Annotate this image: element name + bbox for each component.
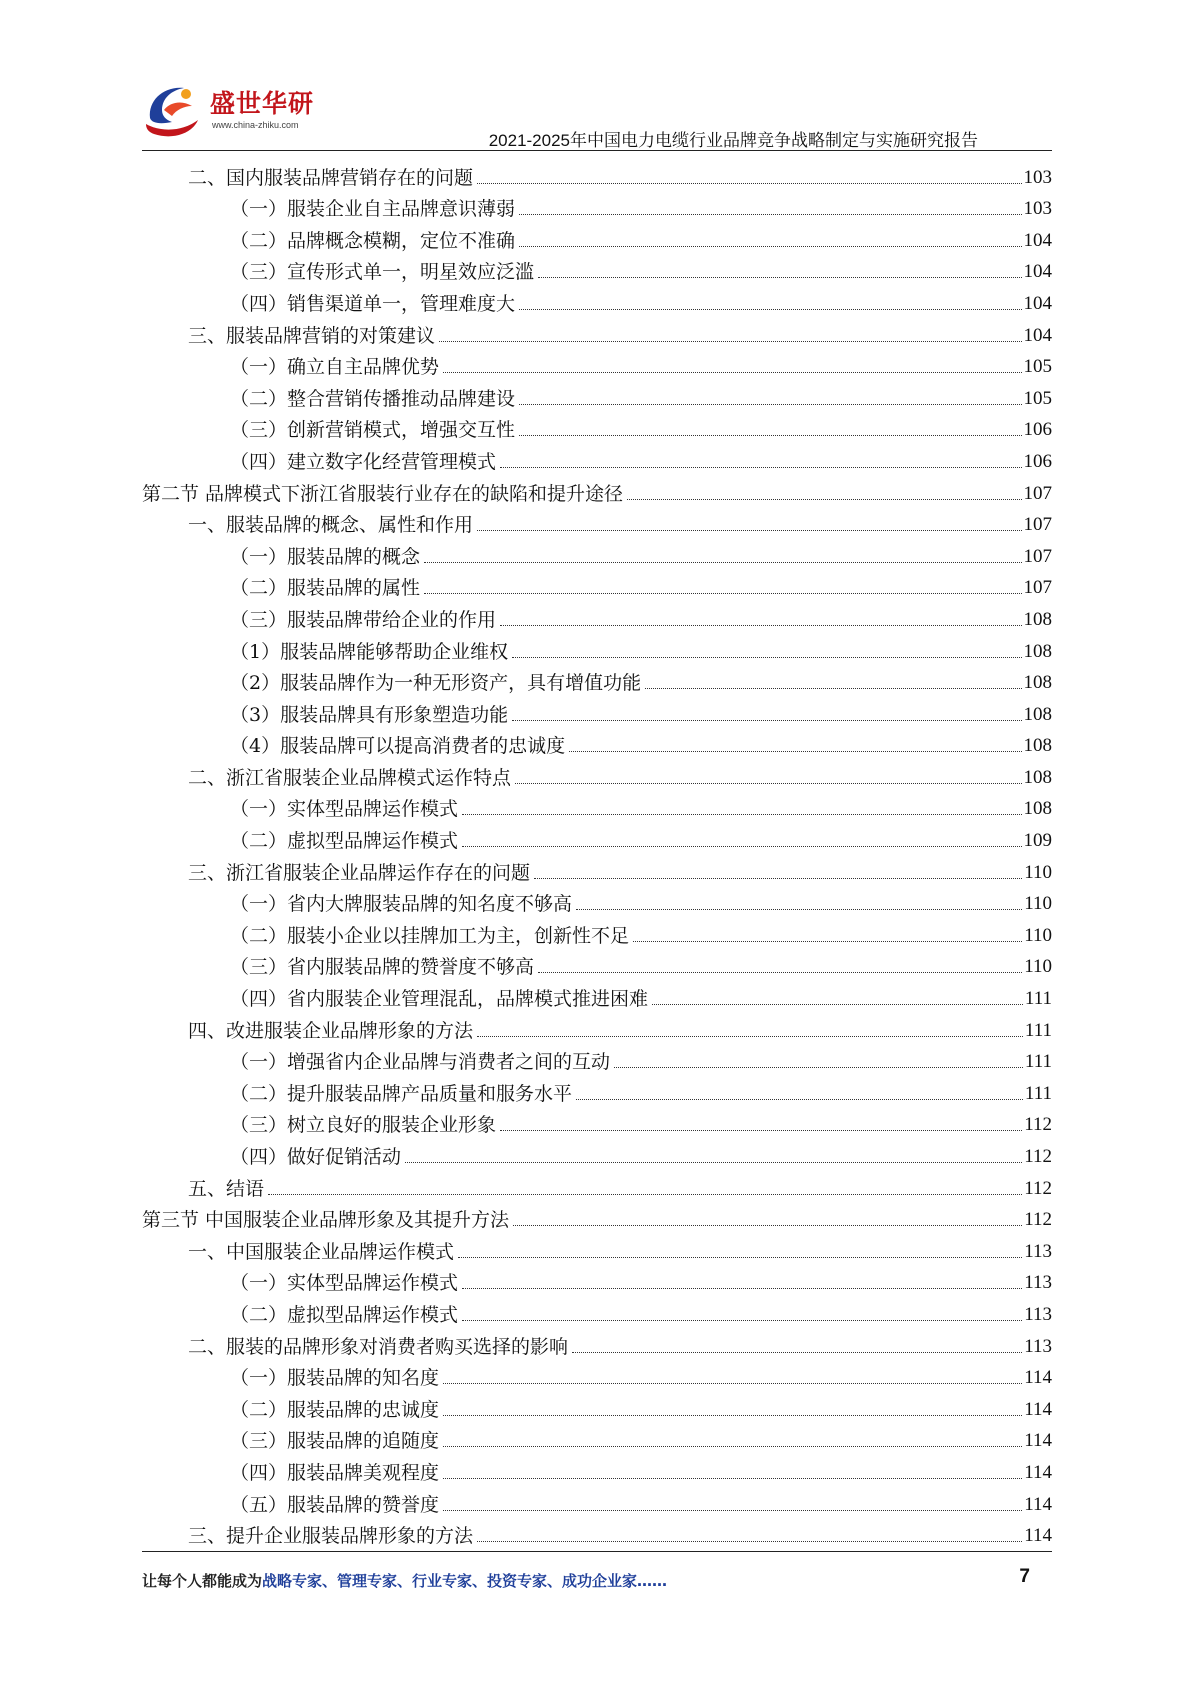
toc-entry-title: （二）整合营销传播推动品牌建设 [230, 387, 516, 410]
toc-entry-page: 107 [1023, 482, 1052, 504]
toc-entry-title: （二）服装品牌的忠诚度 [230, 1398, 440, 1421]
toc-entry-title: 一、中国服装企业品牌运作模式 [188, 1240, 455, 1263]
toc-entry-title: （一）服装企业自主品牌意识薄弱 [230, 198, 516, 221]
toc-entry-page: 107 [1023, 577, 1052, 599]
toc-entry[interactable] [142, 758, 1052, 790]
toc-entry-title: （三）创新营销模式，增强交互性 [230, 419, 516, 442]
toc-leader-dots [443, 1478, 1022, 1479]
document-title: 2021-2025年中国电力电缆行业品牌竞争战略制定与实施研究报告 [488, 131, 978, 150]
toc-entry[interactable] [142, 506, 1052, 538]
toc-leader-dots [462, 1320, 1022, 1321]
toc-entry-page: 112 [1024, 1209, 1052, 1231]
toc-entry-page: 110 [1024, 893, 1052, 915]
toc-entry[interactable] [142, 221, 1052, 253]
toc-leader-dots [462, 846, 1021, 847]
toc-leader-dots [500, 1130, 1022, 1131]
toc-entry[interactable] [142, 1106, 1052, 1138]
toc-entry[interactable] [142, 1517, 1052, 1549]
toc-entry-page: 105 [1023, 356, 1052, 378]
toc-entry[interactable] [142, 1264, 1052, 1296]
toc-entry-title: （三）宣传形式单一，明星效应泛滥 [230, 261, 535, 284]
toc-leader-dots [477, 183, 1021, 184]
toc-leader-dots [515, 783, 1021, 784]
toc-entry-title: （二）虚拟型品牌运作模式 [230, 1303, 459, 1326]
toc-entry[interactable] [142, 1485, 1052, 1517]
logo-swoosh-icon [142, 80, 208, 140]
toc-leader-dots [576, 909, 1022, 910]
toc-entry-page: 112 [1024, 1114, 1052, 1136]
toc-entry-title: 三、浙江省服装企业品牌运作存在的问题 [188, 861, 531, 884]
toc-leader-dots [633, 941, 1022, 942]
toc-entry-page: 108 [1023, 766, 1052, 788]
toc-entry-page: 112 [1024, 1177, 1052, 1199]
toc-entry[interactable] [142, 885, 1052, 917]
toc-entry[interactable] [142, 537, 1052, 569]
toc-entry-page: 111 [1024, 988, 1052, 1010]
logo-name: 盛世华研 [210, 89, 315, 118]
toc-entry-title: 三、服装品牌营销的对策建议 [188, 324, 436, 347]
toc-leader-dots [424, 593, 1021, 594]
toc-entry-title: 二、服装的品牌形象对消费者购买选择的影响 [188, 1335, 569, 1358]
toc-entry-page: 113 [1024, 1272, 1052, 1294]
toc-entry[interactable] [142, 1327, 1052, 1359]
toc-entry[interactable] [142, 1011, 1052, 1043]
toc-entry[interactable] [142, 632, 1052, 664]
toc-entry-page: 106 [1023, 419, 1052, 441]
toc-entry-title: （四）销售渠道单一，管理难度大 [230, 292, 516, 315]
toc-entry[interactable] [142, 853, 1052, 885]
toc-entry[interactable] [142, 916, 1052, 948]
toc-entry-page: 104 [1023, 324, 1052, 346]
toc-entry-page: 113 [1024, 1240, 1052, 1262]
toc-entry[interactable] [142, 316, 1052, 348]
toc-entry[interactable] [142, 1074, 1052, 1106]
toc-entry-title: 二、国内服装品牌营销存在的问题 [188, 166, 474, 189]
toc-leader-dots [500, 467, 1021, 468]
toc-leader-dots [538, 277, 1021, 278]
toc-entry-page: 110 [1024, 861, 1052, 883]
toc-entry-page: 108 [1023, 672, 1052, 694]
toc-entry-page: 114 [1024, 1461, 1052, 1483]
toc-entry-title: （4）服装品牌可以提高消费者的忠诚度 [230, 735, 566, 758]
toc-entry-page: 104 [1023, 261, 1052, 283]
toc-leader-dots [458, 1257, 1022, 1258]
toc-entry-title: （四）建立数字化经营管理模式 [230, 450, 497, 473]
toc-entry-title: （五）服装品牌的赞誉度 [230, 1493, 440, 1516]
toc-entry-page: 114 [1024, 1525, 1052, 1547]
toc-entry-title: （三）树立良好的服装企业形象 [230, 1114, 497, 1137]
toc-entry-page: 114 [1024, 1493, 1052, 1515]
table-of-contents [142, 158, 1052, 1548]
toc-entry-page: 108 [1023, 640, 1052, 662]
toc-leader-dots [614, 1067, 1023, 1068]
toc-entry[interactable] [142, 411, 1052, 443]
toc-leader-dots [569, 751, 1021, 752]
toc-leader-dots [477, 530, 1021, 531]
toc-entry[interactable] [142, 821, 1052, 853]
toc-entry-title: 一、服装品牌的概念、属性和作用 [188, 514, 474, 537]
toc-entry[interactable] [142, 1359, 1052, 1391]
toc-leader-dots [576, 1099, 1023, 1100]
toc-entry[interactable] [142, 1390, 1052, 1422]
toc-entry-title: （一）增强省内企业品牌与消费者之间的互动 [230, 1051, 611, 1074]
toc-entry-page: 111 [1024, 1051, 1052, 1073]
toc-entry[interactable] [142, 1043, 1052, 1075]
toc-entry[interactable] [142, 1137, 1052, 1169]
toc-entry[interactable] [142, 1169, 1052, 1201]
toc-entry-title: （二）品牌概念模糊，定位不准确 [230, 229, 516, 252]
toc-entry-page: 104 [1023, 292, 1052, 314]
toc-leader-dots [462, 1288, 1022, 1289]
toc-leader-dots [443, 1446, 1022, 1447]
toc-leader-dots [519, 246, 1021, 247]
footer-highlight: 战略专家、管理专家、行业专家、投资专家、成功企业家…… [262, 1572, 668, 1590]
toc-entry-title: （2）服装品牌作为一种无形资产，具有增值功能 [230, 672, 642, 695]
toc-entry-title: （三）省内服装品牌的赞誉度不够高 [230, 956, 535, 979]
toc-entry[interactable] [142, 253, 1052, 285]
toc-entry-page: 114 [1024, 1430, 1052, 1452]
toc-entry[interactable] [142, 979, 1052, 1011]
footer-prefix: 让每个人都能成为 [142, 1572, 263, 1590]
toc-leader-dots [439, 341, 1021, 342]
toc-entry-page: 114 [1024, 1398, 1052, 1420]
toc-entry-page: 103 [1023, 198, 1052, 220]
toc-leader-dots [512, 720, 1021, 721]
toc-entry-page: 111 [1024, 1082, 1052, 1104]
toc-leader-dots [519, 214, 1021, 215]
toc-entry[interactable] [142, 158, 1052, 190]
logo-url: www.china-zhiku.com [212, 120, 299, 130]
toc-entry-page: 111 [1024, 1019, 1052, 1041]
toc-leader-dots [538, 972, 1022, 973]
toc-entry-page: 103 [1023, 166, 1052, 188]
toc-entry-page: 108 [1023, 735, 1052, 757]
toc-entry[interactable] [142, 442, 1052, 474]
toc-entry-page: 108 [1023, 798, 1052, 820]
toc-leader-dots [443, 372, 1021, 373]
toc-entry[interactable] [142, 379, 1052, 411]
toc-leader-dots [534, 878, 1022, 879]
toc-leader-dots [443, 1383, 1022, 1384]
toc-entry[interactable] [142, 727, 1052, 759]
toc-entry-title: 四、改进服装企业品牌形象的方法 [188, 1019, 474, 1042]
toc-leader-dots [424, 562, 1021, 563]
toc-leader-dots [572, 1352, 1022, 1353]
toc-entry-title: （一）确立自主品牌优势 [230, 356, 440, 379]
toc-entry[interactable] [142, 1453, 1052, 1485]
toc-entry[interactable] [142, 1422, 1052, 1454]
toc-leader-dots [443, 1415, 1022, 1416]
toc-entry[interactable] [142, 948, 1052, 980]
toc-entry[interactable] [142, 569, 1052, 601]
toc-entry-title: （四）服装品牌美观程度 [230, 1461, 440, 1484]
company-logo [142, 80, 362, 150]
toc-entry-title: 二、浙江省服装企业品牌模式运作特点 [188, 766, 512, 789]
toc-entry[interactable] [142, 1201, 1052, 1233]
toc-entry-page: 112 [1024, 1146, 1052, 1167]
toc-entry-page: 107 [1023, 545, 1052, 567]
toc-entry-title: （一）服装品牌的概念 [230, 545, 421, 568]
toc-leader-dots [512, 657, 1021, 658]
toc-entry-page: 113 [1024, 1335, 1052, 1357]
toc-entry-title: （三）服装品牌带给企业的作用 [230, 608, 497, 631]
page-number: 7 [1019, 1566, 1030, 1587]
toc-leader-dots [627, 499, 1021, 500]
toc-entry-title: （四）省内服装企业管理混乱，品牌模式推进困难 [230, 988, 649, 1011]
toc-entry-title: 第二节 品牌模式下浙江省服装行业存在的缺陷和提升途径 [142, 482, 624, 505]
toc-leader-dots [443, 1510, 1022, 1511]
toc-entry[interactable] [142, 1295, 1052, 1327]
toc-leader-dots [652, 1004, 1023, 1005]
toc-leader-dots [477, 1036, 1023, 1037]
toc-leader-dots [500, 625, 1021, 626]
toc-leader-dots [268, 1194, 1022, 1195]
toc-leader-dots [405, 1162, 1022, 1163]
toc-entry-page: 114 [1024, 1367, 1052, 1389]
toc-entry-title: 第三节 中国服装企业品牌形象及其提升方法 [142, 1209, 510, 1232]
toc-entry[interactable] [142, 695, 1052, 727]
toc-entry[interactable] [142, 1232, 1052, 1264]
toc-leader-dots [519, 404, 1021, 405]
toc-entry-title: （二）服装品牌的属性 [230, 577, 421, 600]
toc-entry-page: 110 [1024, 956, 1052, 978]
toc-entry-title: （四）做好促销活动 [230, 1146, 402, 1168]
toc-entry-title: （一）实体型品牌运作模式 [230, 798, 459, 821]
header-divider [142, 150, 1052, 151]
footer-slogan [142, 1570, 667, 1591]
toc-entry-page: 105 [1023, 387, 1052, 409]
toc-entry-title: 五、结语 [188, 1177, 265, 1200]
toc-entry[interactable] [142, 664, 1052, 696]
toc-leader-dots [645, 688, 1021, 689]
toc-entry[interactable] [142, 790, 1052, 822]
toc-entry-title: （二）提升服装品牌产品质量和服务水平 [230, 1082, 573, 1105]
toc-entry-page: 109 [1023, 830, 1052, 852]
toc-leader-dots [513, 1225, 1022, 1226]
toc-entry-title: （1）服装品牌能够帮助企业维权 [230, 640, 509, 663]
toc-entry-page: 108 [1023, 608, 1052, 630]
toc-leader-dots [462, 814, 1021, 815]
toc-leader-dots [519, 435, 1021, 436]
toc-entry-title: 三、提升企业服装品牌形象的方法 [188, 1525, 474, 1548]
toc-entry[interactable] [142, 284, 1052, 316]
toc-entry-page: 113 [1024, 1303, 1052, 1325]
toc-entry-title: （3）服装品牌具有形象塑造功能 [230, 703, 509, 726]
toc-leader-dots [477, 1541, 1022, 1542]
toc-entry-title: （一）省内大牌服装品牌的知名度不够高 [230, 893, 573, 916]
toc-entry-title: （二）服装小企业以挂牌加工为主，创新性不足 [230, 924, 630, 947]
toc-entry-page: 110 [1024, 924, 1052, 946]
toc-entry[interactable] [142, 600, 1052, 632]
toc-entry[interactable] [142, 190, 1052, 222]
toc-entry[interactable] [142, 348, 1052, 380]
toc-entry-title: （一）服装品牌的知名度 [230, 1367, 440, 1390]
toc-entry-page: 104 [1023, 229, 1052, 251]
toc-leader-dots [519, 309, 1021, 310]
toc-entry-page: 108 [1023, 703, 1052, 725]
toc-entry-page: 107 [1023, 514, 1052, 536]
footer-divider [142, 1551, 1052, 1552]
toc-entry-page: 106 [1023, 450, 1052, 472]
toc-entry[interactable] [142, 474, 1052, 506]
toc-entry-title: （三）服装品牌的追随度 [230, 1430, 440, 1453]
toc-entry-title: （二）虚拟型品牌运作模式 [230, 830, 459, 853]
toc-entry-title: （一）实体型品牌运作模式 [230, 1272, 459, 1295]
